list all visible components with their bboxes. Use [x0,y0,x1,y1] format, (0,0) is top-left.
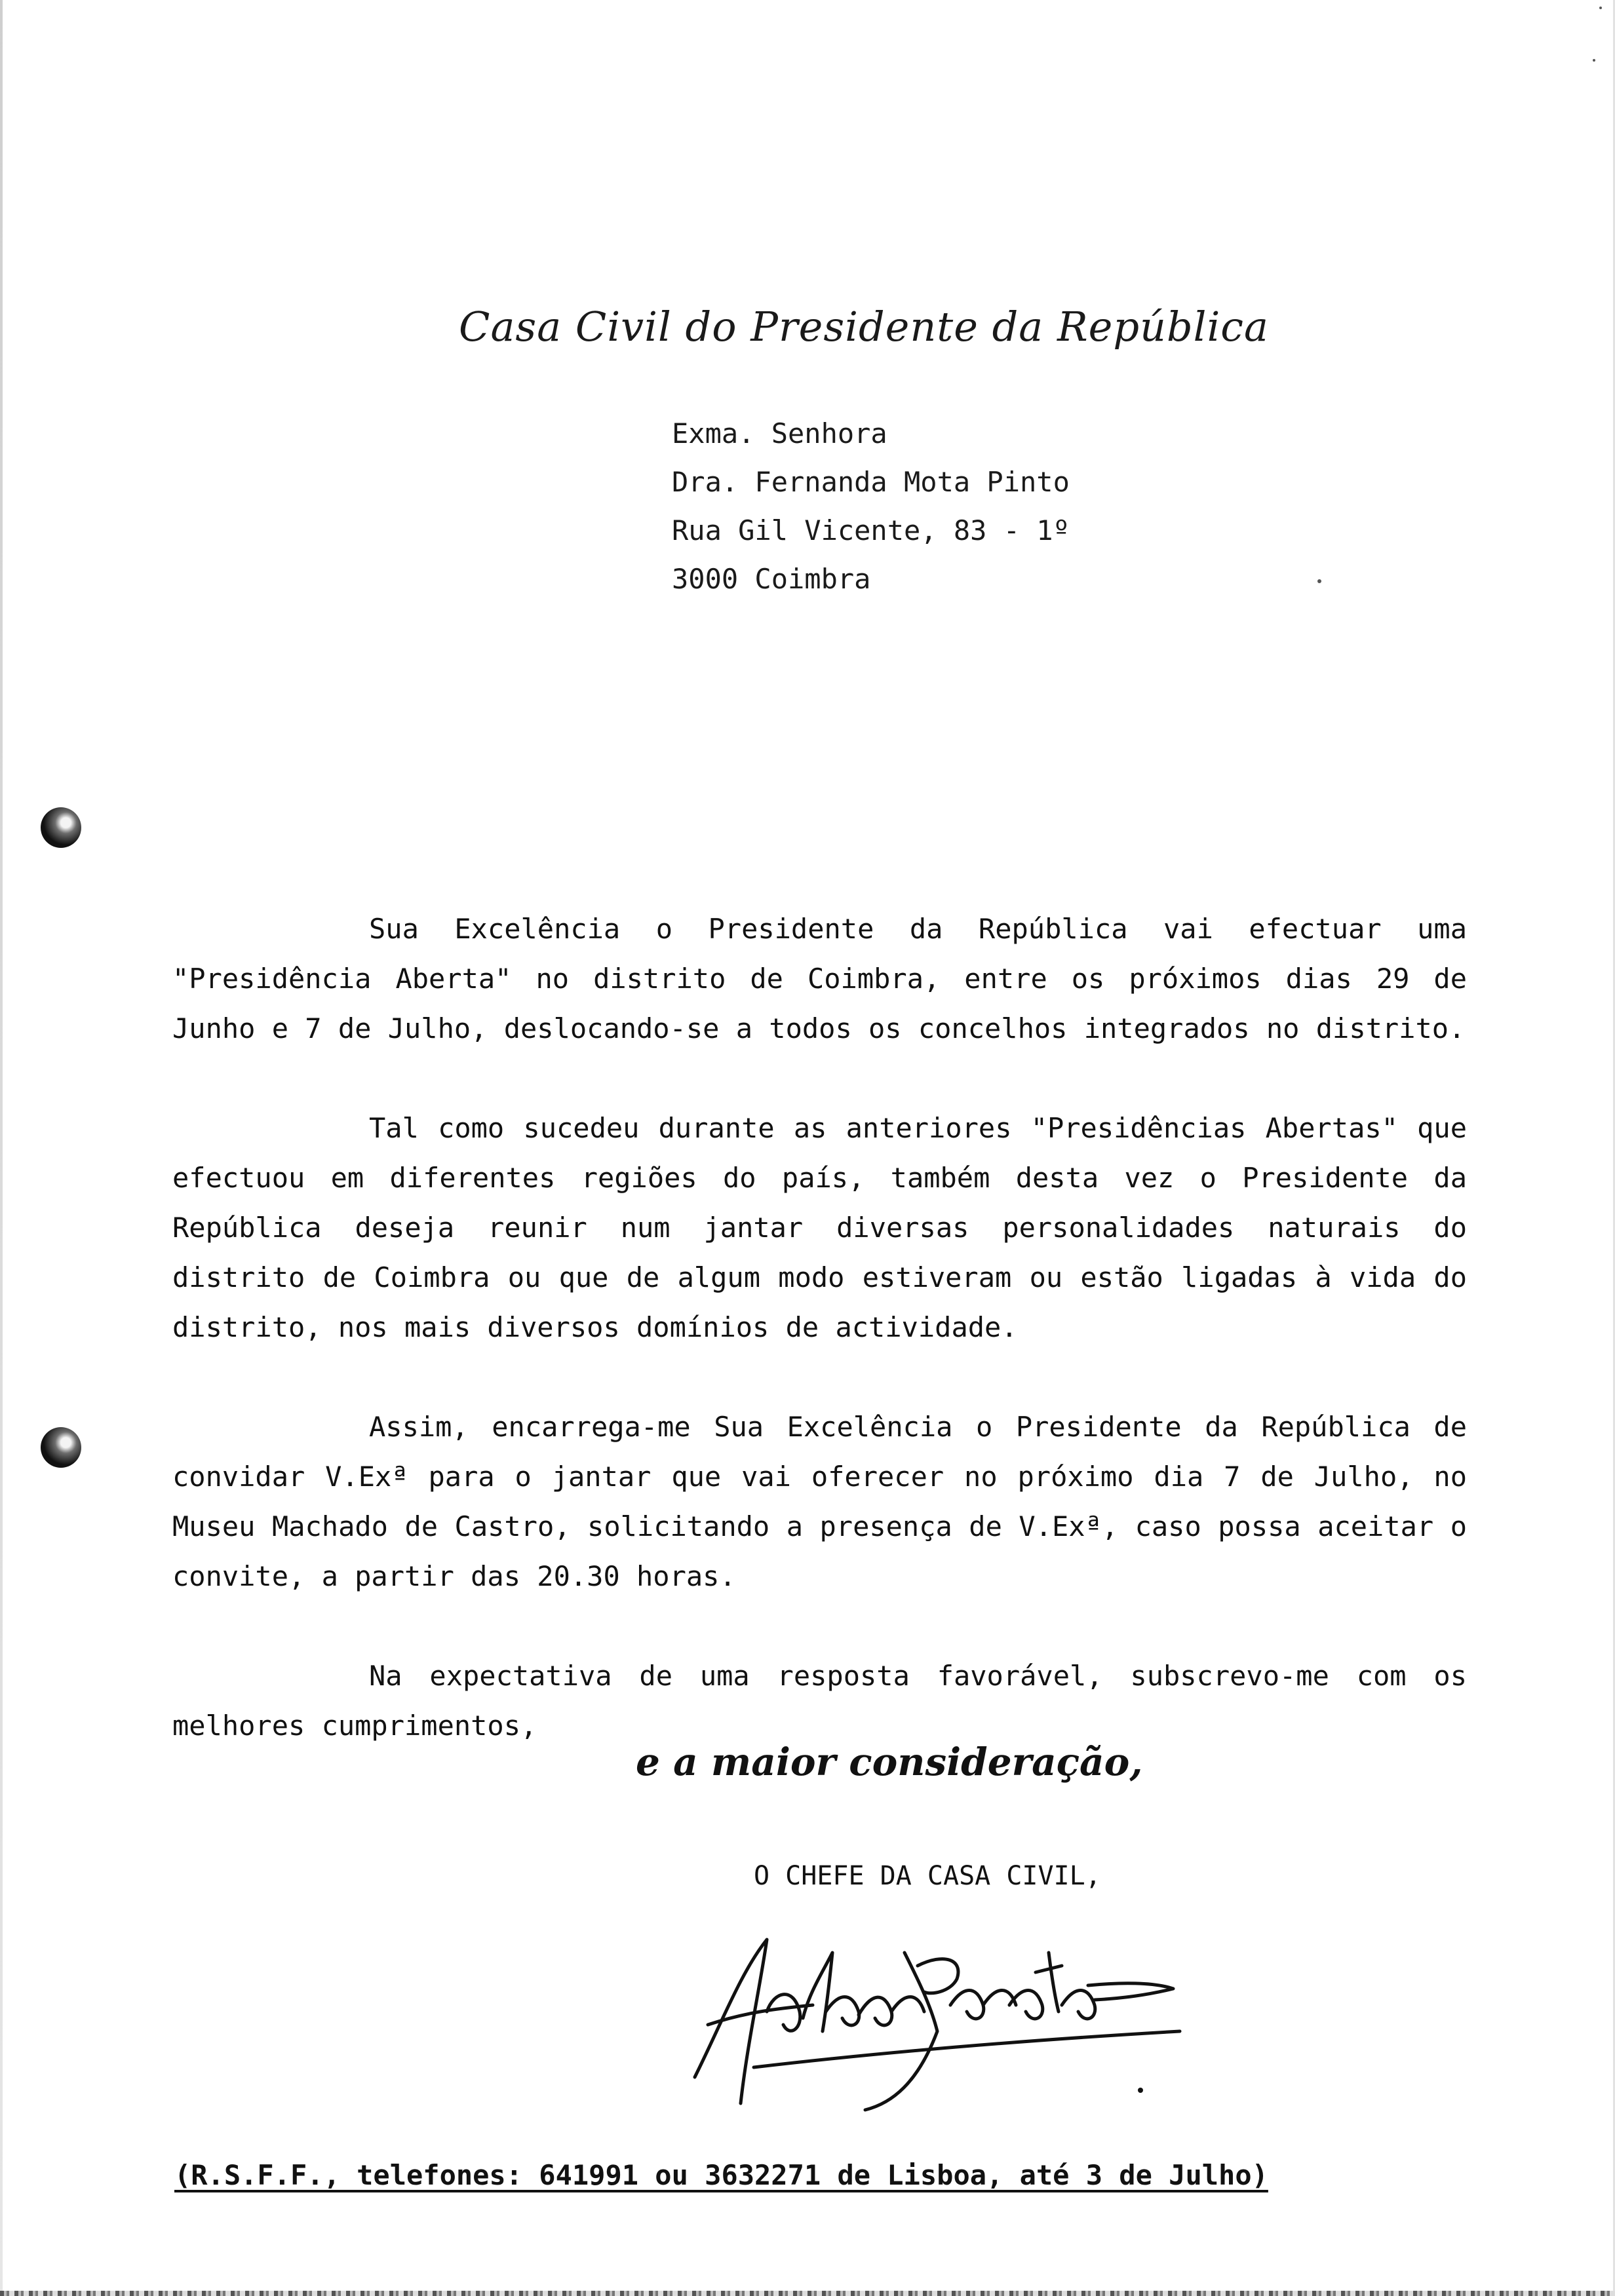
body-paragraph: Sua Excelência o Presidente da República vai efectuar uma "Presidência Aberta" no distrito de Coimbra, entre os próximos dias 29 de Junho e 7 de Julho, deslocando-se a todos os concelhos integrados no distrito. [172,913,1467,1044]
address-line: Exma. Senhora [672,417,887,450]
scan-speck [1317,579,1321,583]
punch-hole-icon [41,1427,81,1468]
scan-bottom-edge [0,2291,1615,2296]
address-line: Rua Gil Vicente, 83 - 1º [672,514,1070,546]
signature-image [669,1913,1193,2123]
body-paragraph: Na expectativa de uma resposta favorável, subscrevo-me com os melhores cumprimentos, [172,1660,1467,1742]
scan-speck [1593,59,1595,62]
scan-left-edge [0,0,3,2296]
body-paragraph: Assim, encarrega-me Sua Excelência o Presidente da República de convidar V.Exª para o jantar que vai oferecer no próximo dia 7 de Julho, no Museu Machado de Castro, solicitando a presença de V.Exª, caso possa aceitar o convite, a partir das 20.30 horas. [172,1411,1467,1592]
footer-note: (R.S.F.F., telefones: 641991 ou 3632271 de Lisboa, até 3 de Julho) [174,2159,1268,2191]
signer-title: O CHEFE DA CASA CIVIL, [754,1861,1101,1891]
scan-speck [1599,7,1602,9]
recipient-address [672,410,1070,603]
address-line: Dra. Fernanda Mota Pinto [672,466,1070,498]
address-line: 3000 Coimbra [672,563,871,595]
body-paragraph: Tal como sucedeu durante as anteriores "Presidências Abertas" que efectuou em diferentes regiões do país, também desta vez o Presidente da República deseja reunir num jantar diversas personalidades naturais do distrito de Coimbra ou que de algum modo estiveram ou estão ligadas à vida do distrito, nos mais diversos domínios de actividade. [172,1112,1467,1343]
punch-hole-icon [41,807,81,848]
handwritten-closing: e a maior consideração, [636,1740,1143,1784]
letter-body [172,904,1467,1801]
letterhead: Casa Civil do Presidente da República [459,303,1269,351]
